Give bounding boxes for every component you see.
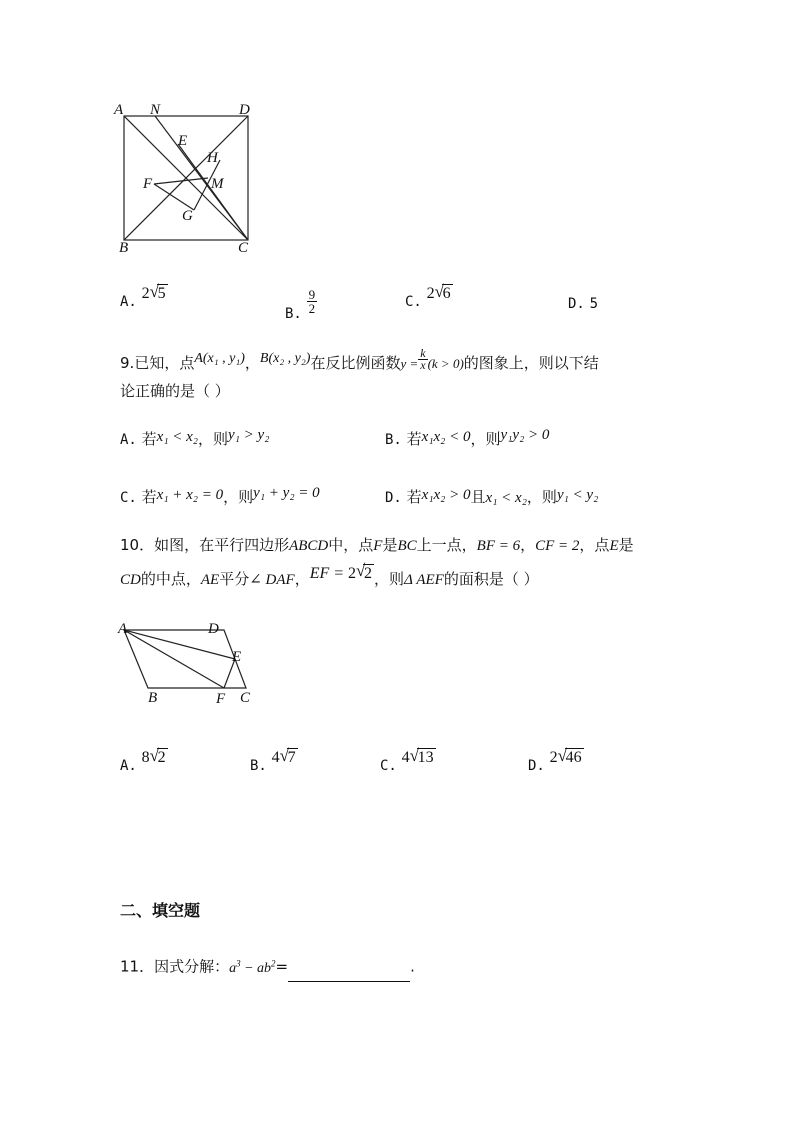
- q8-option-c[interactable]: [405, 282, 453, 311]
- math-expression: 2 √ 5: [141, 282, 166, 302]
- q9-option-a[interactable]: A. 若x₁ < x₂，则y₁ > y₂: [120, 427, 270, 448]
- segment-fg: [154, 184, 194, 210]
- ef-expression: EF = 2 √ 2: [309, 561, 373, 582]
- expression: $a^3 - ab^2$: [229, 958, 276, 976]
- option-letter: B.: [285, 306, 302, 322]
- label-a: A: [118, 621, 128, 637]
- option-value: 5: [589, 296, 599, 312]
- q10-option-b[interactable]: B. 4 √ 7: [250, 746, 296, 774]
- condition: x₁ < x₂: [156, 429, 199, 445]
- label-c: C: [240, 690, 251, 706]
- label-h: H: [207, 150, 218, 166]
- label-e: E: [232, 649, 242, 665]
- q10-stem-line1: 10．如图，在平行四边形ABCD中，点F是BC上一点，BF = 6，CF = 2，点E是: [120, 536, 634, 554]
- q8-option-a[interactable]: [120, 282, 168, 311]
- condition-2: x₁ < x₂: [485, 490, 527, 506]
- label-d: D: [239, 102, 250, 118]
- option-letter: C.: [405, 294, 422, 310]
- answer-blank[interactable]: [288, 965, 410, 982]
- q9-option-b[interactable]: B. 若x₁x₂ < 0，则y₁y₂ > 0: [385, 427, 550, 448]
- section-heading: 二、填空题: [120, 901, 201, 920]
- q9-stem-line1: 9.已知，点A(x₁ , y₁)，B(x₂ , y₂)在反比例函数y = $\frac{k}{x}$ (k > 0)的图象上，则以下结: [120, 346, 599, 372]
- figure-parallelogram-abcd: [112, 618, 272, 713]
- condition: x₁x₂ < 0: [421, 429, 471, 445]
- q9-stem-line2: 论正确的是（ ）: [120, 382, 230, 400]
- q10-stem-line1-end: CD的中点，AE平分∠ DAF，EF = 2 √ 2 ，则Δ AEF的面积是（ ）: [120, 561, 539, 588]
- point-a: A(x₁ , y₁): [194, 351, 245, 366]
- option-letter: D.: [568, 296, 585, 312]
- fraction-k-over-x: $\frac{k}{x}$: [420, 346, 426, 372]
- q8-option-d[interactable]: [568, 294, 598, 312]
- label-n: N: [150, 102, 161, 118]
- result: y₁ + y₂ = 0: [253, 485, 320, 501]
- segment-af: [124, 630, 224, 688]
- label-g: G: [182, 208, 193, 224]
- option-letter: A.: [120, 294, 137, 310]
- label-e: E: [178, 133, 188, 149]
- label-b: B: [119, 240, 129, 256]
- q10-option-c[interactable]: C. 4 √ 13: [380, 746, 434, 774]
- math-expression: 2 √ 6: [426, 282, 451, 302]
- q11: 11．因式分解：$a^3 - ab^2=$ .: [120, 950, 415, 982]
- label-a: A: [114, 102, 124, 118]
- condition: x₁ + x₂ = 0: [156, 487, 224, 503]
- point-b: B(x₂ , y₂): [259, 351, 311, 366]
- result: y₁ < y₂: [556, 487, 599, 503]
- label-d: D: [208, 621, 219, 637]
- label-m: M: [211, 176, 224, 192]
- q8-option-b[interactable]: [285, 287, 317, 322]
- fraction: $\frac{9}{2}$: [308, 287, 316, 316]
- q9-option-c[interactable]: C. 若x₁ + x₂ = 0，则y₁ + y₂ = 0: [120, 485, 320, 506]
- label-b: B: [148, 690, 158, 706]
- label-f: F: [143, 176, 153, 192]
- q10-option-d[interactable]: D. 2 √ 46: [528, 746, 582, 774]
- condition: x₁x₂ > 0: [421, 487, 471, 503]
- label-f: F: [216, 691, 226, 707]
- label-c: C: [238, 240, 249, 256]
- q10-option-a[interactable]: A. 8 √ 2: [120, 746, 166, 774]
- result: y₁ > y₂: [228, 427, 270, 443]
- figure-square-abcd: [112, 98, 272, 258]
- result: y₁y₂ > 0: [500, 427, 550, 443]
- q9-option-d[interactable]: D. 若x₁x₂ > 0且x₁ < x₂，则y₁ < y₂: [385, 487, 599, 506]
